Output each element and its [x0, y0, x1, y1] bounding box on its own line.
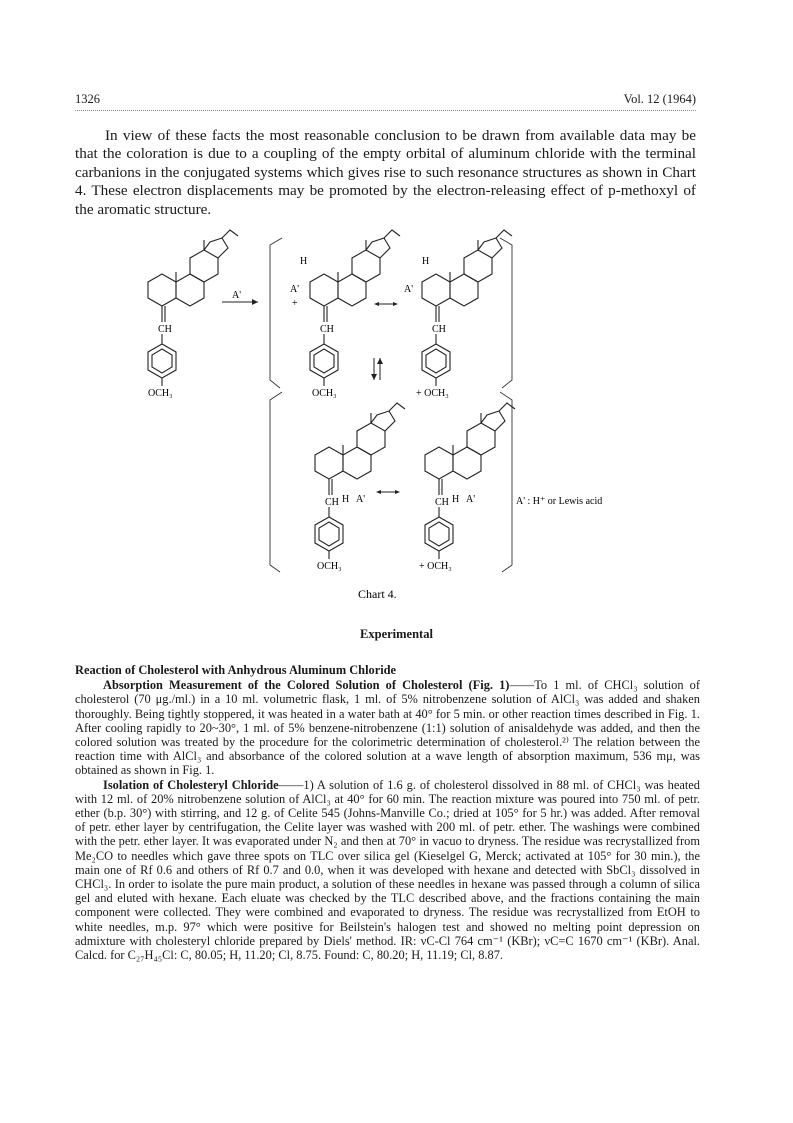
page-number: 1326 [75, 92, 100, 106]
a-label-5: A' [466, 494, 476, 505]
h-label-4: H [342, 494, 350, 505]
paragraph-absorption-text: ——To 1 ml. of CHCl₃ solution of cholesterol (70 μg./ml.) in a 10 ml. volumetric flask, 1 ml. of 5% nitrobenzene solution of AlCl₃ was added and shaken thoroughly. Being tightly stoppered, it was heated in a water bath at 40° for 5 min. or other reaction times described in Fig. 1. After cooling rapidly to 20~30°, 1 ml. of 5% benzene-nitrobenzene (1:1) solution of anisaldehyde was added, and then the colored solution was treated by the procedure for the colorimetric determination of cholesterol.²⁾ The relation between the reaction time with AlCl₃ and absorbance of the colored solution at a wave length of absorption maximum, 536 mμ, was obtained as shown in Fig. 1. [75, 678, 700, 778]
ch-label-3: CH [432, 324, 446, 335]
intro-text: In view of these facts the most reasonable conclusion to be drawn from available data may be that the coloration is due to a coupling of the empty orbital of aluminum chloride with the terminal carbanions in the conjugated systems which gives rise to such resonance structures as shown in Chart 4. These electron displacements may be promoted by the electron-releasing effect of p-methoxyl of the aromatic structure. [75, 127, 696, 218]
och3-label-5: + OCH₃ [419, 561, 452, 572]
och3-label-3: + OCH₃ [416, 388, 449, 399]
upper-bracket-right [500, 238, 512, 388]
h-label-5: H [452, 494, 460, 505]
chart-4-svg [0, 220, 793, 620]
lower-bracket-right [500, 392, 512, 572]
arrow-label: A' [232, 290, 242, 301]
och3-label-4: OCH₃ [317, 561, 342, 572]
upper-bracket-left [270, 238, 282, 388]
lower-bracket-left [270, 392, 282, 572]
chart-caption: Chart 4. [358, 587, 397, 601]
och3-label-1: OCH₃ [148, 388, 173, 399]
a-label-2: A' [290, 284, 300, 295]
chart-4-scheme [0, 220, 793, 620]
ch-label-4: CH [325, 497, 339, 508]
experimental-body [75, 663, 700, 962]
ch-label-2: CH [320, 324, 334, 335]
a-label-3: A' [404, 284, 414, 295]
intro-paragraph [75, 127, 696, 219]
subsection-title: Reaction of Cholesterol with Anhydrous Aluminum Chloride [75, 663, 397, 677]
paragraph-absorption-lead: Absorption Measurement of the Colored Solution of Cholesterol (Fig. 1) [103, 678, 510, 693]
header-rule [75, 110, 696, 111]
plus-label-2: + [292, 298, 298, 309]
ch-label-5: CH [435, 497, 449, 508]
section-title: Experimental [360, 627, 433, 641]
a-label-4: A' [356, 494, 366, 505]
h-label-2: H [300, 256, 308, 267]
paragraph-isolation [75, 778, 700, 963]
journal-volume: Vol. 12 (1964) [623, 92, 696, 106]
paragraph-isolation-text: ——1) A solution of 1.6 g. of cholesterol dissolved in 88 ml. of CHCl₃ was heated with 12 ml. of 20% nitrobenzene solution of AlCl₃ at 40° for 60 min. The reaction mixture was poured into 750 ml. of petr. ether (b.p. 30°) with stirring, and 12 g. of Celite 545 (Johns-Manville Co.; dried at 105° for 5 hr.) was added. After removal of petr. ether layer by centrifugation, the Celite layer was washed with 200 ml. of petr. ether. The washings were combined with the petr. ether layer. It was evaporated under N₂ and then at 70° in vacuo to dryness. The residue was recrystallized from Me₂CO to needles which gave three spots on TLC over silica gel (Kieselgel G, Merck; activated at 105° for 30 min.), the main one of Rf 0.6 and others of Rf 0.7 and 0.0, when it was developed with hexane and detected with SbCl₃ dissolved in CHCl₃. In order to isolate the pure main product, a solution of these needles in hexane was passed through a column of silica gel and eluted with hexane. Each eluate was checked by the TLC described above, and the fractions containing the main component were collected. They were combined and evaporated to dryness. The residue was recrystallized from EtOH to white needles, m.p. 97° which were positive for Beilstein's halogen test and showed no melting point depression on admixture with cholesteryl chloride prepared by Diels' method. IR: νC-Cl 764 cm⁻¹ (KBr); νC=C 1670 cm⁻¹ (KBr). Anal. Calcd. for C₂₇H₄₅Cl: C, 80.05; H, 11.20; Cl, 8.75. Found: C, 80.20; H, 11.19; Cl, 8.87. [75, 777, 700, 963]
chart-legend: A' : H⁺ or Lewis acid [516, 496, 603, 507]
paragraph-absorption [75, 678, 700, 777]
paragraph-isolation-lead: Isolation of Cholesteryl Chloride [103, 777, 279, 792]
ch-label-1: CH [158, 324, 172, 335]
och3-label-2: OCH₃ [312, 388, 337, 399]
h-label-3: H [422, 256, 430, 267]
